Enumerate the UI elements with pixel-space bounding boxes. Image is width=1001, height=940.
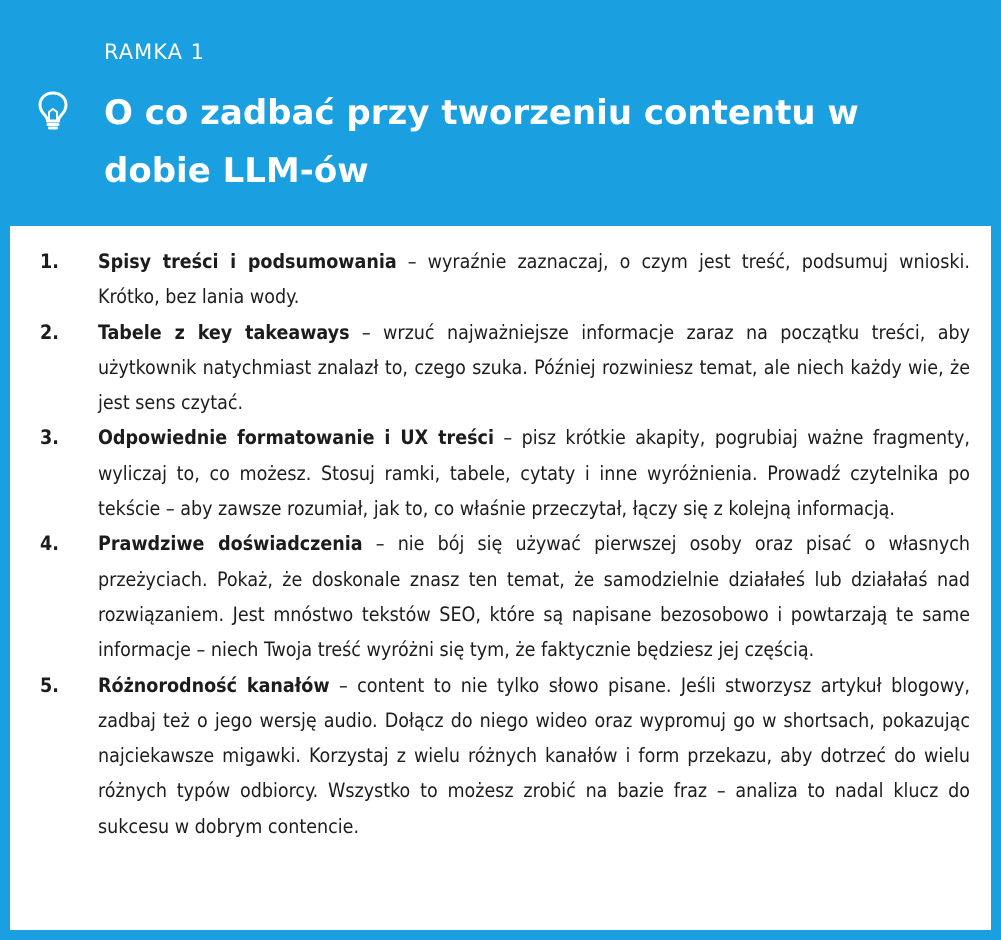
list-item [40,526,970,667]
item-number: 2. [40,320,59,344]
item-text: – nie bój się używać pierwszej osoby oraz pisać o własnych przeżyciach. Pokaż, że doskonale znasz ten temat, że samodzielnie działałeś lub działałaś nad rozwiązaniem. Jest mnóstwo tekstów SEO, które są napisane bezosobowo i powtarzają te same informacje – niech Twoja treść wyróżni się tym, że faktycznie będziesz jej częścią. [98,532,970,662]
box-title: O co zadbać przy tworzeniu contentu w dobie LLM-ów [104,93,859,191]
item-number: 1. [40,250,59,273]
item-heading: Prawdziwe doświadczenia [98,532,363,556]
item-text: – content to nie tylko słowo pisane. Jeśli stworzysz artykuł blogowy, zadbaj też o jego wersję audio. Dołącz do niego wideo oraz wypromuj go w shortsach, pokazując najciekawsze migawki. Korzystaj z wielu różnych kanałów i form przekazu, aby dotrzeć do wielu różnych typów odbiorcy. Wszystko to możesz zrobić na bazie fraz – analiza to nadal klucz do sukcesu w dobrym contencie. [98,673,970,838]
box-label: RAMKA 1 [104,40,206,64]
list-item [40,420,970,526]
item-text: – wyraźnie zaznaczaj, o czym jest treść, podsumuj wnioski. Krótko, bez lania wody. [98,250,970,309]
tips-list [40,244,970,844]
item-text: – pisz krótkie akapity, pogrubiaj ważne fragmenty, wyliczaj to, co możesz. Stosuj ramki, tabele, cytaty i inne wyróżnienia. Prowadź czytelnika po tekście – aby zawsze rozumiał, jak to, co właśnie przeczytał, łączy się z kolejną informacją. [98,426,970,521]
list-item [40,244,970,315]
content-box [10,226,991,930]
item-heading: Odpowiednie formatowanie i UX treści [98,426,494,450]
list-item [40,668,970,844]
item-number: 5. [40,673,59,697]
lightbulb-icon [36,90,70,130]
item-number: 4. [40,532,59,556]
item-heading: Tabele z key takeaways [98,320,350,344]
item-text: – wrzuć najważniejsze informacje zaraz na początku treści, aby użytkownik natychmiast znalazł to, czego szuka. Później rozwiniesz temat, ale niech każdy wie, że jest sens czytać. [98,320,971,415]
item-number: 3. [40,426,59,450]
list-item [40,315,970,421]
item-heading: Spisy treści i podsumowania [98,250,397,273]
item-heading: Różnorodność kanałów [98,673,330,697]
